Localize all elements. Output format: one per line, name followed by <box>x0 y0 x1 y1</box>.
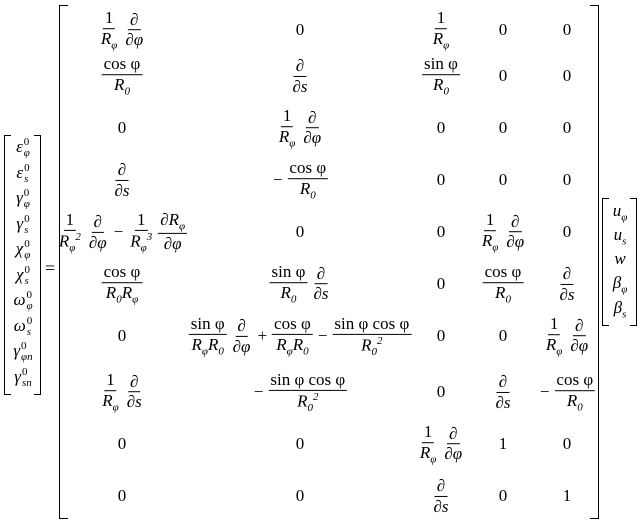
lhs-vector-entry: χ 0 φ <box>15 238 31 262</box>
lhs-vector-entry: χ 0 s <box>16 263 30 287</box>
m-10-3: $\frac{\partial}{\partial s}$ <box>433 475 449 516</box>
m-5-4: $\frac{1}{R_\varphi}$ $\frac{\partial}{\partial\varphi}$ <box>481 210 525 254</box>
m-7-1: 0 <box>117 326 127 345</box>
m-10-4: 0 <box>498 486 508 505</box>
lhs-vector-entry: ω 0 s <box>13 314 33 338</box>
m-1-1: $\frac{1}{R_\varphi}$ $\frac{\partial}{\partial\varphi}$ <box>100 8 144 52</box>
m-2-1: $\frac{\text{cos φ}}{R_0}$ <box>103 54 141 98</box>
lhs-vector-entry: ε 0 φ <box>16 136 30 159</box>
m-3-2: $\frac{1}{R_\varphi}$ $\frac{\partial}{\partial\varphi}$ <box>278 106 322 150</box>
m-2-5: 0 <box>562 66 572 85</box>
rhs-vector-entry: w <box>614 249 626 269</box>
m-9-5: 0 <box>562 434 572 453</box>
m-7-3: 0 <box>436 326 446 345</box>
m-4-2: − $\frac{\text{cos φ}}{R_0}$ <box>272 158 327 202</box>
m-3-4: 0 <box>498 118 508 137</box>
rhs-vector-entry: $\beta_\varphi$ <box>612 273 628 296</box>
m-6-5: $\frac{\partial}{\partial s}$ <box>559 263 575 304</box>
m-5-3: 0 <box>436 222 446 241</box>
m-4-3: 0 <box>436 170 446 189</box>
m-5-1: $\frac{1}{R_\varphi^2}$ $\frac{\partial}{\partial\varphi}$ − $\frac{1}{R_\varphi^3}$ $\frac{\partial R_\varphi}{\partial\varphi}$ <box>58 209 186 254</box>
m-3-5: 0 <box>562 118 572 137</box>
m-2-2: $\frac{\partial}{\partial s}$ <box>292 55 308 96</box>
m-7-4: 0 <box>498 326 508 345</box>
m-6-4: $\frac{\text{cos φ}}{R_0}$ <box>484 262 522 306</box>
m-6-1: $\frac{\text{cos φ}}{R_0R_\varphi}$ <box>103 262 141 306</box>
m-1-3: $\frac{1}{R_\varphi}$ <box>432 8 450 52</box>
m-4-4: 0 <box>498 170 508 189</box>
rhs-vector-entry: $u_s$ <box>613 225 627 248</box>
m-1-4: 0 <box>498 20 508 39</box>
m-1-2: 0 <box>295 20 305 39</box>
lhs-vector-entry: γ 0 φn <box>13 340 33 364</box>
m-9-4: 1 <box>498 434 508 453</box>
m-8-4: $\frac{\partial}{\partial s}$ <box>495 371 511 412</box>
m-3-3: 0 <box>436 118 446 137</box>
m-4-5: 0 <box>562 170 572 189</box>
lhs-vector <box>8 137 38 389</box>
m-10-5: 1 <box>562 486 572 505</box>
m-8-2: − $\frac{\text{sin φ cos φ}}{R_0^2}$ <box>253 369 346 414</box>
m-7-5: $\frac{1}{R_\varphi}$ $\frac{\partial}{\partial\varphi}$ <box>545 314 589 358</box>
m-6-2: $\frac{\text{sin φ}}{R_0}$ $\frac{\partial}{\partial s}$ <box>271 262 329 306</box>
equals-sign: = <box>45 258 56 278</box>
m-10-1: 0 <box>117 486 127 505</box>
lhs-vector-entry: ω 0 φ <box>13 289 33 313</box>
m-3-1: 0 <box>117 118 127 137</box>
m-1-5: 0 <box>562 20 572 39</box>
rhs-vector <box>606 202 634 320</box>
m-9-3: $\frac{1}{R_\varphi}$ $\frac{\partial}{\partial\varphi}$ <box>419 422 463 466</box>
m-4-1: $\frac{\partial}{\partial s}$ <box>114 159 130 200</box>
matrix-left-bracket <box>59 5 68 519</box>
m-2-3: $\frac{\text{sin φ}}{R_0}$ <box>424 54 458 98</box>
m-8-3: 0 <box>436 382 446 401</box>
m-10-2: 0 <box>295 486 305 505</box>
lhs-vector-entry: γ 0 s <box>16 212 30 236</box>
m-5-2: 0 <box>295 222 305 241</box>
m-2-4: 0 <box>498 66 508 85</box>
m-8-1: $\frac{1}{R_\varphi}$ $\frac{\partial}{\partial s}$ <box>102 370 142 414</box>
m-6-3: 0 <box>436 274 446 293</box>
matrix-right-bracket <box>590 5 599 519</box>
m-9-2: 0 <box>295 434 305 453</box>
m-8-5: − $\frac{\text{cos φ}}{R_0}$ <box>539 370 594 414</box>
lhs-vector-entry: ε 0 s <box>16 161 30 185</box>
rhs-vector-entry: $u_\varphi$ <box>612 201 628 224</box>
m-5-5: 0 <box>562 222 572 241</box>
lhs-vector-entry: γ 0 sn <box>14 365 32 389</box>
rhs-vector-entry: $\beta_s$ <box>613 297 627 320</box>
m-9-1: 0 <box>117 434 127 453</box>
lhs-vector-entry: γ 0 φ <box>16 187 30 211</box>
m-7-2: $\frac{\text{sin φ}}{R_\varphi R_0}$ $\frac{\partial}{\partial\varphi}$ + $\frac{\text{cos φ}}{R_\varphi R_0}$ − $\frac{\text{sin φ cos φ}}{R_0^2}$ <box>190 313 410 358</box>
